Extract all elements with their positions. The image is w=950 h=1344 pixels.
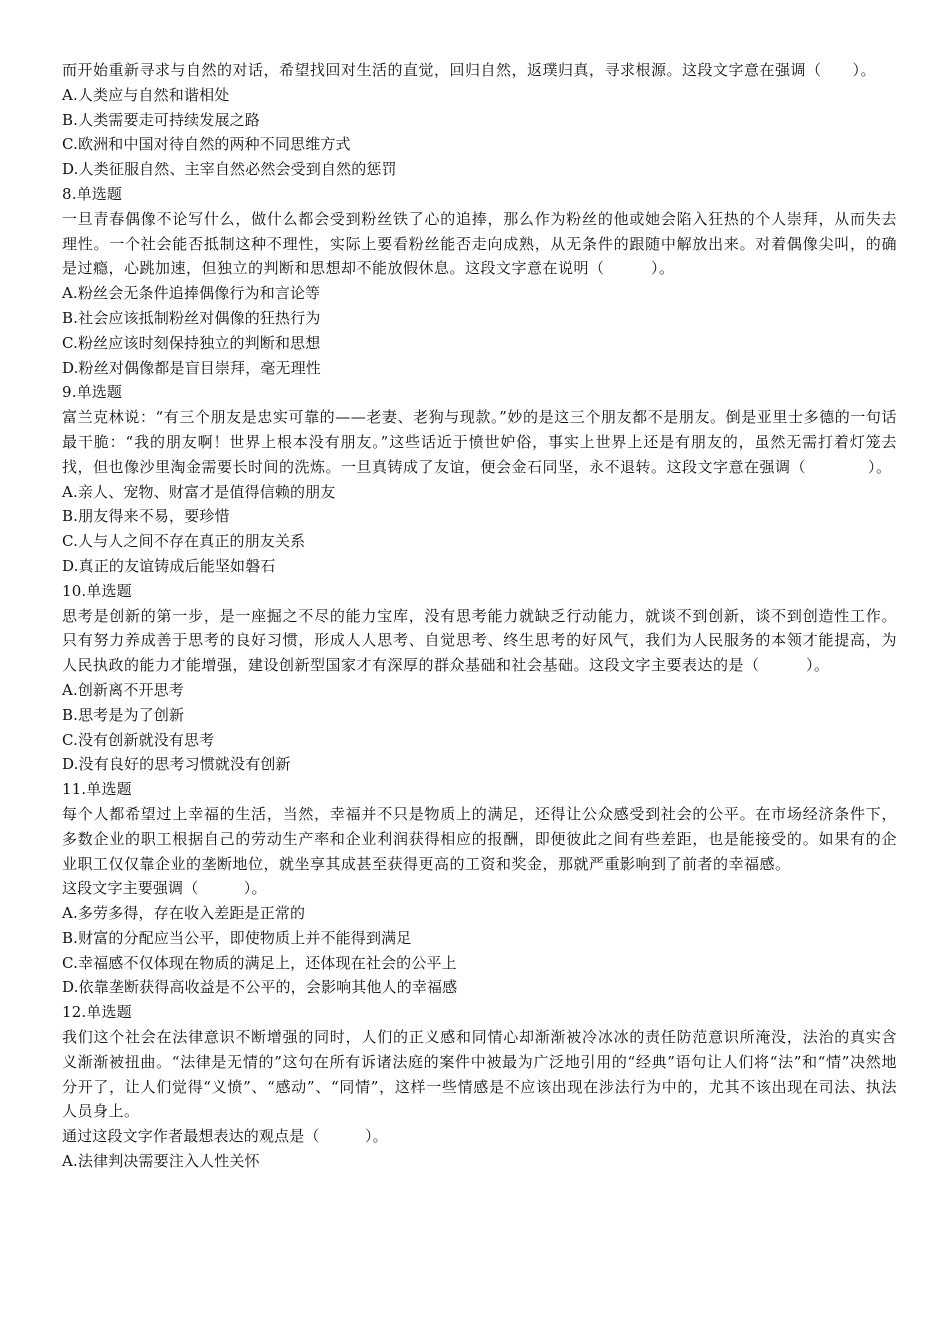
question-header: 10.单选题 [62, 581, 132, 600]
option-b: B.思考是为了创新 [62, 705, 185, 724]
option-a: A.法律判决需要注入人性关怀 [62, 1152, 260, 1171]
question-header: 11.单选题 [62, 780, 132, 799]
question-header: 12.单选题 [62, 1003, 132, 1022]
question-prompt: 这段文字主要强调（ ）。 [62, 879, 267, 898]
option-c: C.人与人之间不存在真正的朋友关系 [62, 532, 306, 551]
question-stem: 一旦青春偶像不论写什么，做什么都会受到粉丝铁了心的追捧，那么作为粉丝的他或她会陷入狂热的个人崇拜，从而失去理性。一个社会能否抵制这种不理性，实际上要看粉丝能否走向成熟，从无条件的跟随中解放出来。对着偶像尖叫，的确是过瘾，心跳加速，但独立的判断和思想却不能放假休息。这段文字意在说明（ ）。 [62, 209, 897, 278]
option-a: A.亲人、宠物、财富才是值得信赖的朋友 [62, 482, 336, 501]
option-d: D.粉丝对偶像都是盲目崇拜，毫无理性 [62, 358, 321, 377]
question-9 [62, 380, 897, 578]
option-c: C.欧洲和中国对待自然的两种不同思维方式 [62, 135, 351, 154]
option-a: A.粉丝会无条件追捧偶像行为和言论等 [62, 284, 321, 303]
option-b: B.人类需要走可持续发展之路 [62, 110, 260, 129]
question-8 [62, 182, 897, 380]
option-b: B.朋友得来不易，要珍惜 [62, 507, 230, 526]
question-stem: 每个人都希望过上幸福的生活，当然，幸福并不只是物质上的满足，还得让公众感受到社会的公平。在市场经济条件下，多数企业的职工根据自己的劳动生产率和企业利润获得相应的报酬，即便彼此之间有些差距，也是能接受的。如果有的企业职工仅仅靠企业的垄断地位，就坐享其成甚至获得更高的工资和奖金，那就严重影响到了前者的幸福感。 [62, 804, 897, 873]
option-a: A.多劳多得，存在收入差距是正常的 [62, 904, 306, 923]
question-10 [62, 579, 897, 777]
option-d: D.依靠垄断获得高收益是不公平的，会影响其他人的幸福感 [62, 978, 458, 997]
question-11 [62, 777, 897, 1000]
option-b: B.财富的分配应当公平，即使物质上并不能得到满足 [62, 928, 412, 947]
question-stem: 而开始重新寻求与自然的对话，希望找回对生活的直觉，回归自然，返璞归真，寻求根源。这段文字意在强调（ ）。 [62, 61, 877, 79]
document-page [62, 58, 897, 1174]
question-stem: 富兰克林说：“有三个朋友是忠实可靠的——老妻、老狗与现款。”妙的是这三个朋友都不是朋友。倒是亚里士多德的一句话最干脆：“我的朋友啊！世界上根本没有朋友。”这些话近于愤世妒俗，事实上世界上还是有朋友的，虽然无需打着灯笼去找，但也像沙里淘金需要长时间的洗炼。一旦真铸成了友谊，便会金石同坚，永不退转。这段文字意在强调（ ）。 [62, 408, 897, 476]
option-b: B.社会应该抵制粉丝对偶像的狂热行为 [62, 308, 321, 327]
option-d: D.真正的友谊铸成后能坚如磐石 [62, 556, 276, 575]
question-stem: 思考是创新的第一步，是一座掘之不尽的能力宝库，没有思考能力就缺乏行动能力，就谈不到创新，谈不到创造性工作。只有努力养成善于思考的良好习惯，形成人人思考、自觉思考、终生思考的好风气，我们为人民服务的本领才能提高，为人民执政的能力才能增强，建设创新型国家才有深厚的群众基础和社会基础。这段文字主要表达的是（ ）。 [62, 606, 897, 675]
option-d: D.没有良好的思考习惯就没有创新 [62, 755, 291, 774]
question-7 [62, 58, 897, 182]
option-c: C.幸福感不仅体现在物质的满足上，还体现在社会的公平上 [62, 953, 457, 972]
question-prompt: 通过这段文字作者最想表达的观点是（ ）。 [62, 1127, 388, 1146]
question-stem: 我们这个社会在法律意识不断增强的同时，人们的正义感和同情心却渐渐被冷冰冰的责任防范意识所淹没，法治的真实含义渐渐被扭曲。“法律是无情的”这句在所有诉诸法庭的案件中被最为广泛地引用的“经典”语句让人们将“法”和“情”决然地分开了，让人们觉得“义愤”、“感动”、“同情”，这样一些情感是不应该出现在涉法行为中的，尤其不该出现在司法、执法人员身上。 [62, 1028, 897, 1121]
question-header: 8.单选题 [62, 184, 123, 203]
option-a: A.人类应与自然和谐相处 [62, 85, 230, 104]
option-c: C.粉丝应该时刻保持独立的判断和思想 [62, 333, 321, 352]
option-d: D.人类征服自然、主宰自然必然会受到自然的惩罚 [62, 160, 397, 179]
question-12 [62, 1000, 897, 1174]
question-header: 9.单选题 [62, 383, 123, 402]
option-a: A.创新离不开思考 [62, 680, 184, 699]
option-c: C.没有创新就没有思考 [62, 730, 215, 749]
